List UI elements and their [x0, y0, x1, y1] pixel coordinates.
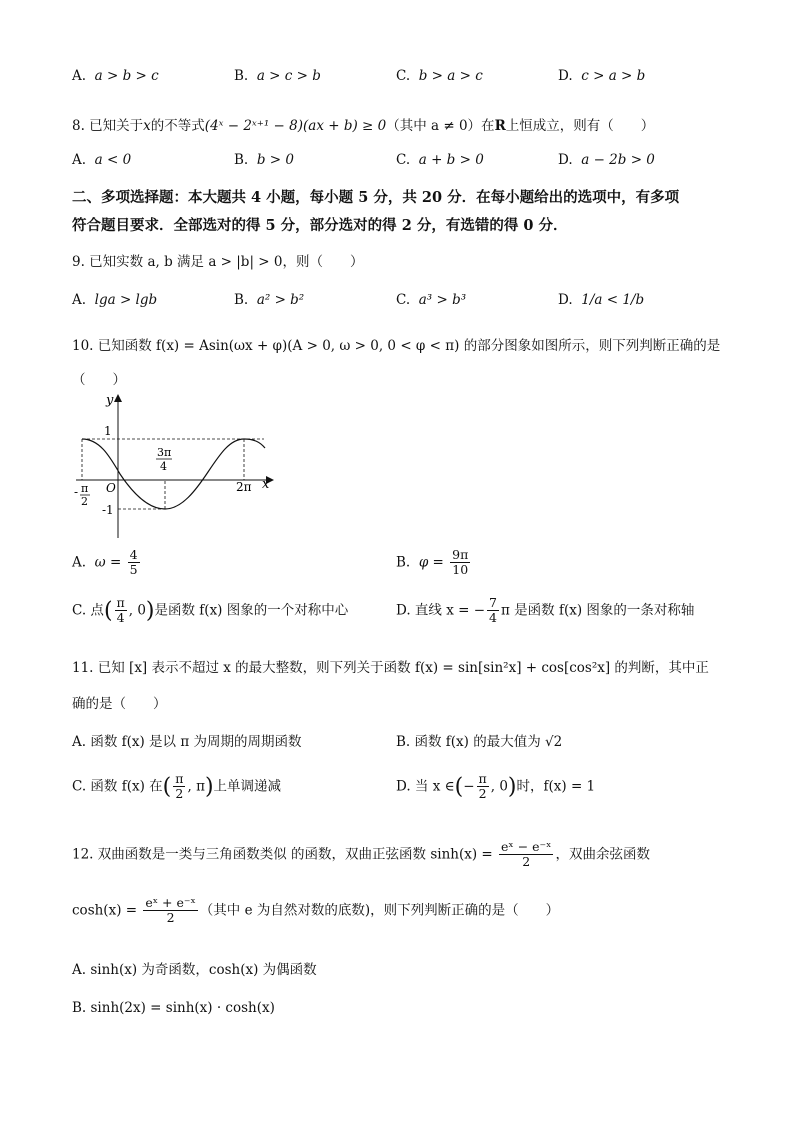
q12-option-b: B. sinh(2x) = sinh(x) · cosh(x) — [72, 1000, 275, 1016]
q10-option-a: A. ω = $\frac{4}{5}$ — [72, 547, 138, 578]
q8-option-a: A. a < 0 — [72, 152, 132, 168]
q12-option-a: A. sinh(x) 为奇函数，cosh(x) 为偶函数 — [72, 962, 317, 978]
q7-option-b: B. a > c > b — [234, 68, 321, 84]
graph-x-mid-den: 4 — [160, 460, 167, 473]
q12-stem-line1: 12. 双曲函数是一类与三角函数类似 的函数，双曲正弦函数 sinh(x) = $\frac{\text{eˣ − e⁻ˣ}}{2}$ ，双曲余弦函数 — [72, 839, 650, 870]
q11-stem-line1: 11. 已知 [x] 表示不超过 x 的最大整数，则下列关于函数 f(x) = sin[sin²x] + cos[cos²x] 的判断，其中正 — [72, 660, 709, 676]
q7-option-d: D. c > a > b — [558, 68, 646, 84]
q8-option-c: C. a + b > 0 — [396, 152, 484, 168]
q10-option-b: B. φ = $\frac{9\pi}{10}$ — [396, 547, 469, 578]
graph-x-label: x — [262, 477, 270, 492]
q10-stem-line2: （ ） — [72, 372, 126, 388]
graph-x-neg-num: π — [81, 482, 89, 495]
q9-option-d: D. 1/a < 1/b — [558, 292, 645, 308]
graph-x-mid-num: 3π — [157, 446, 172, 459]
graph-origin-label: O — [106, 481, 116, 495]
section2-heading-line2: 符合题目要求．全部选对的得 5 分，部分选对的得 2 分，有选错的得 0 分． — [72, 217, 568, 234]
q7-option-c: C. b > a > c — [396, 68, 483, 84]
q10-option-c: C. 点( $\frac{\pi}{4}$ , 0)是函数 f(x) 图象的一个对称中心 — [72, 595, 349, 626]
q12-stem-line2: cosh(x) = $\frac{\text{eˣ + e⁻ˣ}}{2}$ （其中 e 为自然对数的底数)，则下列判断正确的是（ ） — [72, 895, 560, 926]
graph-y-label: y — [106, 393, 114, 408]
q9-option-b: B. a² > b² — [234, 292, 305, 308]
q9-stem: 9. 已知实数 a, b 满足 a > |b| > 0，则（ ） — [72, 254, 364, 270]
q11-stem-line2: 确的是（ ） — [72, 696, 167, 712]
graph-y-max-label: 1 — [104, 424, 112, 438]
section2-heading-line1: 二、多项选择题：本大题共 4 小题，每小题 5 分，共 20 分．在每小题给出的选项中，有多项 — [72, 189, 680, 206]
q8-option-d: D. a − 2b > 0 — [558, 152, 655, 168]
q11-option-a: A. 函数 f(x) 是以 π 为周期的周期函数 — [72, 734, 302, 750]
q9-option-c: C. a³ > b³ — [396, 292, 467, 308]
graph-x-neg-den: 2 — [81, 495, 88, 508]
graph-x-2pi-label: 2π — [236, 480, 252, 494]
q8-option-b: B. b > 0 — [234, 152, 294, 168]
q10-option-d: D. 直线 x = − $\frac{7}{4}$ π 是函数 f(x) 图象的一条对称轴 — [396, 595, 695, 626]
q11-option-c: C. 函数 f(x) 在( $\frac{\pi}{2}$ , π)上单调递减 — [72, 771, 282, 802]
graph-x-neg-sign: - — [74, 485, 79, 499]
q7-option-a: A. a > b > c — [72, 68, 159, 84]
q9-option-a: A. lga > lgb — [72, 292, 158, 308]
q8-stem: 8. 已知关于x的不等式(4ˣ − 2ˣ⁺¹ − 8)(ax + b) ≥ 0（其中 a ≠ 0）在R上恒成立，则有（ ） — [72, 118, 655, 134]
q11-option-d: D. 当 x ∈(− $\frac{\pi}{2}$ , 0)时，f(x) = 1 — [396, 771, 596, 802]
q11-option-b: B. 函数 f(x) 的最大值为 √2 — [396, 734, 563, 750]
q10-sine-graph — [72, 392, 282, 542]
graph-sine-curve — [82, 439, 265, 509]
graph-y-min-label: -1 — [102, 503, 114, 517]
q10-stem-line1: 10. 已知函数 f(x) = Asin(ωx + φ)(A > 0, ω > 0, 0 < φ < π) 的部分图象如图所示，则下列判断正确的是 — [72, 338, 721, 354]
